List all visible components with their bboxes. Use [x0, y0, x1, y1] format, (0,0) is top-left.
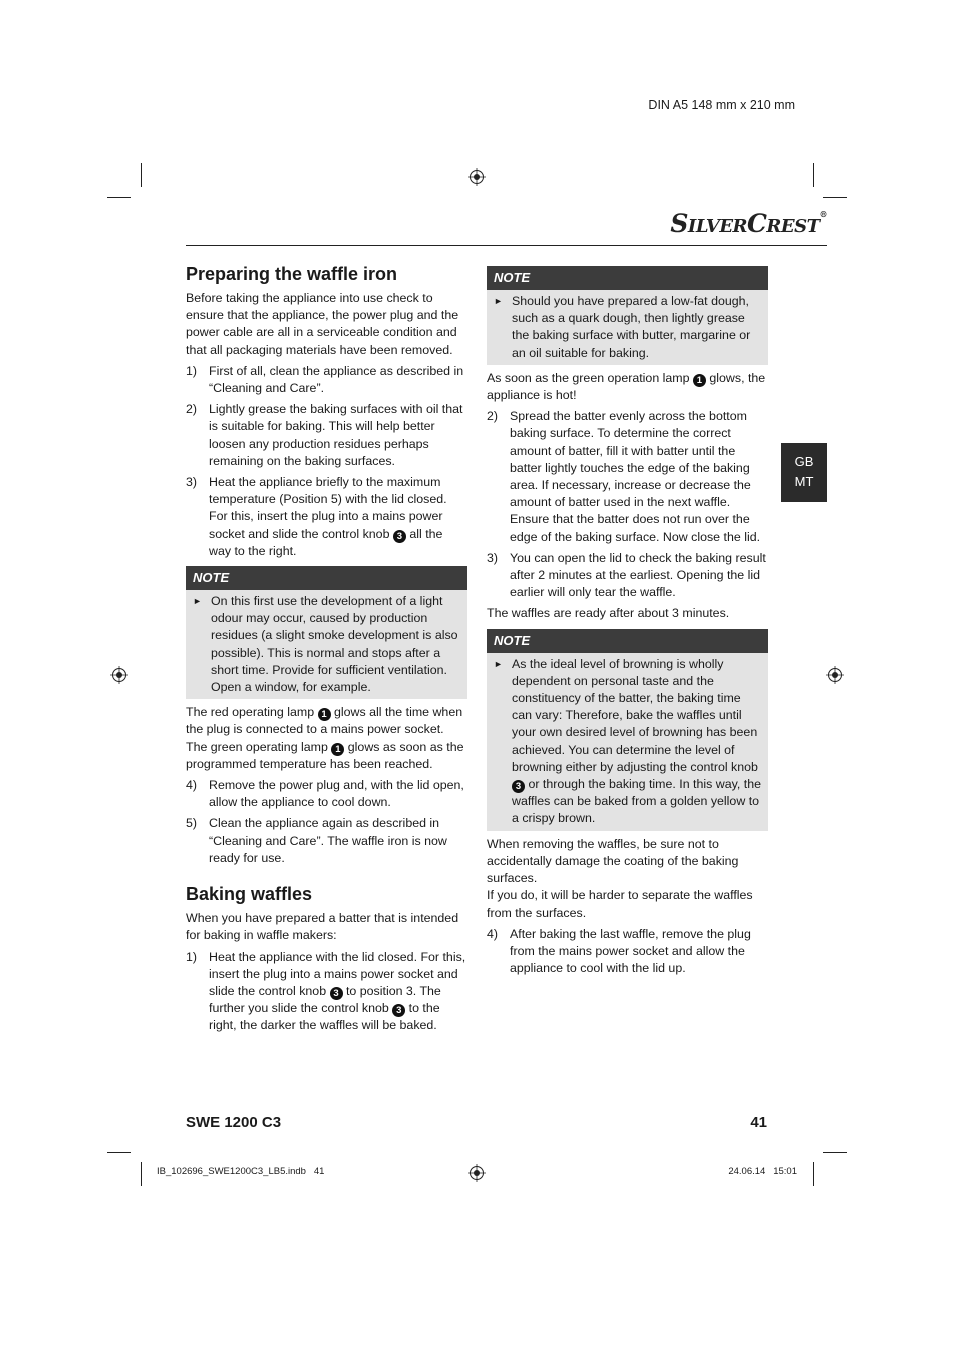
registration-mark-icon — [468, 1164, 486, 1182]
language-tab: GB MT — [781, 443, 827, 502]
lamp-paragraph: As soon as the green operation lamp 1 glows, the appliance is hot! — [487, 370, 766, 403]
print-date-info: 24.06.14 15:01 — [728, 1166, 797, 1177]
lamp-paragraph: The red operating lamp 1 glows all the time when the plug is connected to a mains power socket. — [186, 705, 463, 737]
note-label: NOTE — [487, 266, 768, 290]
arrow-bullet-icon: ► — [193, 596, 202, 607]
crop-mark — [107, 1152, 131, 1153]
crop-mark — [141, 163, 142, 187]
control-knob-icon: 3 — [393, 530, 406, 543]
list-item: 4) Remove the power plug and, with the lid open, allow the appliance to cool down. — [186, 778, 464, 810]
arrow-bullet-icon: ► — [494, 296, 503, 306]
removal-paragraph: If you do, it will be harder to separate the waffles from the surfaces. — [487, 888, 753, 920]
note-box: NOTE ► As the ideal level of browning is wholly dependent on personal taste and the constituency of the batter, the baking time can vary: Therefore, bake the waffles until your own desired level of browning has been achieved. You can determine the level of browning either by adjusting the control knob 3 or through the baking time. In this way, the waffles can be baked from a golden yellow to a crispy brown. — [487, 629, 768, 831]
print-file-info: IB_102696_SWE1200C3_LB5.indb 41 — [157, 1166, 325, 1177]
registration-mark-icon — [468, 168, 486, 186]
registration-mark-icon — [110, 666, 128, 684]
list-item: 3) You can open the lid to check the baking result after 2 minutes at the earliest. Opening the lid earlier will only tear the waffle. — [487, 550, 766, 600]
print-spec: DIN A5 148 mm x 210 mm — [648, 98, 795, 112]
intro-paragraph: When you have prepared a batter that is intended for baking in waffle makers: — [186, 911, 459, 943]
intro-paragraph: Before taking the appliance into use check to ensure that the appliance, the power plug and the power cable are all in a serviceable condition and that all packaging materials have been removed. — [186, 291, 459, 357]
note-box: NOTE ► Should you have prepared a low-fat dough, such as a quark dough, then lightly grease the baking surface with butter, margarine or an oil suitable for baking. — [487, 266, 768, 365]
crop-mark — [107, 197, 131, 198]
section-heading: Baking waffles — [186, 884, 313, 905]
list-item: 3) Heat the appliance briefly to the maximum temperature (Position 5) with the lid closed. For this, insert the plug into a mains power socket and slide the control knob 3 all the way to the right. — [186, 475, 447, 558]
arrow-bullet-icon: ► — [494, 658, 503, 669]
crop-mark — [823, 1152, 847, 1153]
crop-mark — [141, 1162, 142, 1186]
note-label: NOTE — [487, 629, 768, 653]
note-label: NOTE — [186, 566, 467, 590]
list-item: 1) First of all, clean the appliance as described in “Cleaning and Care”. — [186, 363, 464, 396]
control-knob-icon: 3 — [392, 1004, 405, 1017]
control-knob-icon: 3 — [512, 780, 525, 793]
control-knob-icon: 3 — [330, 987, 343, 1000]
list-item: 2) Spread the batter evenly across the bottom baking surface. To determine the correct amount of batter, fill it with batter until the batter lightly touches the edge of the baking area. If necessary, increase or decrease the amount of batter used in the next waffle. Ensure that the batter does not run over the edge of the baking surface. Now close the lid. — [487, 409, 761, 544]
list-item: 1) Heat the appliance with the lid closed. For this, insert the plug into a mains power socket and slide the control knob 3 to position 3. The further you slide the control knob 3 to the right, the darker the waffles will be baked. — [186, 949, 466, 1033]
removal-paragraph: When removing the waffles, be sure not to accidentally damage the coating of the baking surfaces. — [487, 836, 739, 886]
model-number: SWE 1200 C3 — [186, 1114, 282, 1131]
registration-mark-icon — [826, 666, 844, 684]
list-item: 5) Clean the appliance again as described in “Cleaning and Care”. The waffle iron is now ready for use. — [186, 816, 447, 865]
section-heading: Preparing the waffle iron — [186, 264, 398, 284]
brand-logo: SILVERCREST® — [670, 209, 827, 238]
operating-lamp-icon: 1 — [318, 708, 331, 721]
lamp-paragraph: The green operating lamp 1 glows as soon as the programmed temperature has been reached. — [186, 739, 464, 771]
crop-mark — [813, 1162, 814, 1186]
left-column — [186, 263, 467, 1039]
operating-lamp-icon: 1 — [331, 743, 344, 756]
header-rule — [186, 245, 827, 246]
crop-mark — [813, 163, 814, 187]
right-column — [487, 266, 768, 981]
crop-mark — [823, 197, 847, 198]
note-box: NOTE ► On this first use the development of a light odour may occur, caused by production residues (a slight smoke development is also possible). This is normal and stops after a short time. Provide for sufficient ventilation. Open a window, for example. — [186, 566, 467, 699]
page-number: 41 — [750, 1114, 767, 1131]
list-item: 2) Lightly grease the baking surfaces with oil that is suitable for baking. This will help better loosen any production residues perhaps remaining on the baking surfaces. — [186, 402, 463, 468]
ready-paragraph: The waffles are ready after about 3 minutes. — [487, 606, 730, 621]
list-item: 4) After baking the last waffle, remove the plug from the mains power socket and allow the appliance to cool with the lid up. — [487, 926, 751, 976]
operating-lamp-icon: 1 — [693, 374, 706, 387]
